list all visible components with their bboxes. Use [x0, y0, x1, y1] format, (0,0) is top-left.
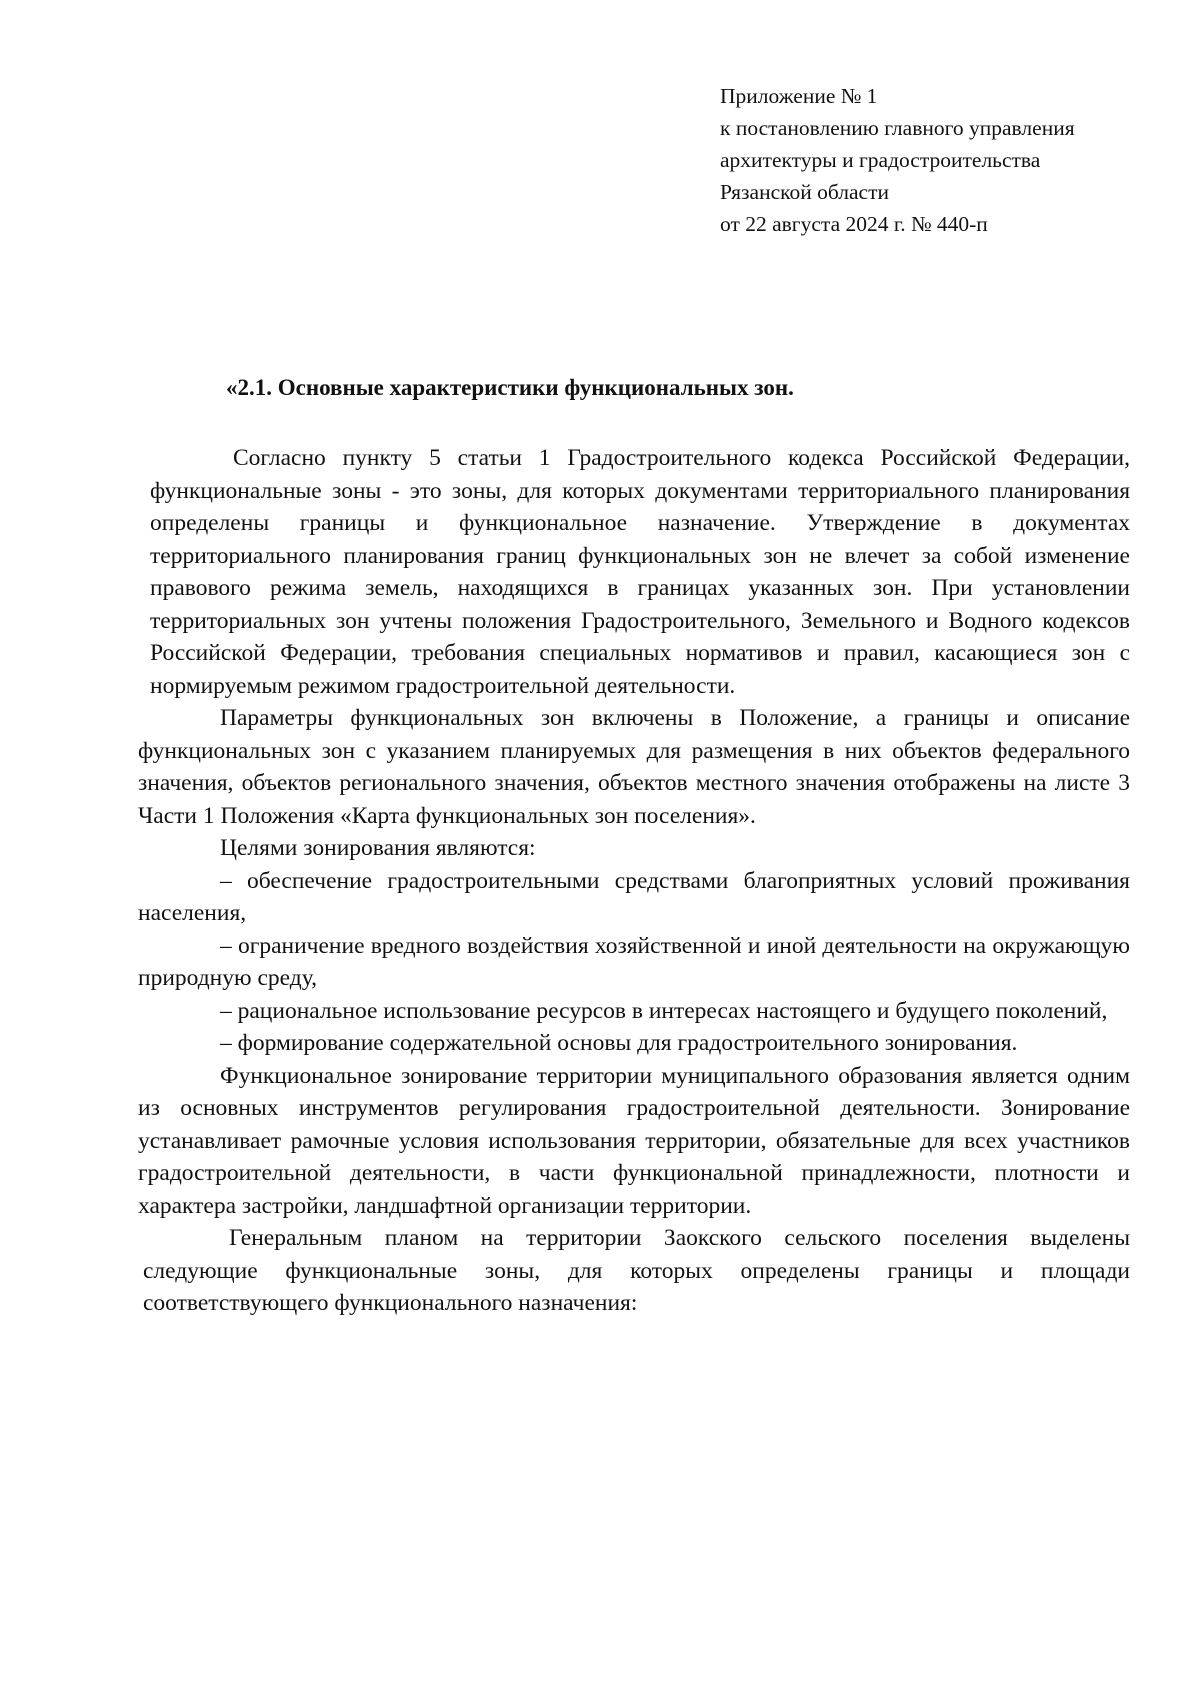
appendix-line: от 22 августа 2024 г. № 440-п: [720, 212, 988, 236]
appendix-block: [720, 80, 1160, 240]
paragraph-goals-intro: Целями зонирования являются:: [220, 835, 536, 861]
appendix-line: Приложение № 1: [720, 84, 878, 108]
appendix-line: к постановлению главного управления: [720, 116, 1075, 140]
paragraph-general-plan: Генеральным планом на территории Заокского сельского поселения выделены следующие функциональные зоны, для которых определены границы и площади соответствующего функционального назначения:: [143, 1225, 1130, 1316]
appendix-line: Рязанской области: [720, 180, 889, 204]
paragraph-legal-definition: Согласно пункту 5 статьи 1 Градостроительного кодекса Российской Федерации, функциональные зоны - это зоны, для которых документами территориального планирования определены границы и функциональное назначение. Утверждение в документах территориального планирования границ функциональных зон не влечет за собой изменение правового режима земель, находящихся в границах указанных зон. При установлении территориальных зон учтены положения Градостроительного, Земельного и Водного кодексов Российской Федерации, требования специальных нормативов и правил, касающиеся зон с нормируемым режимом градостроительной деятельности.: [150, 445, 1130, 699]
appendix-line: архитектуры и градостроительства: [720, 148, 1041, 172]
paragraph-parameters: Параметры функциональных зон включены в Положение, а границы и описание функциональных зон с указанием планируемых для размещения в них объектов федерального значения, объектов регионального значения, объектов местного значения отображены на листе 3 Части 1 Положения «Карта функциональных зон поселения».: [138, 705, 1130, 829]
list-item-goal: – рациональное использование ресурсов в интересах настоящего и будущего поколений,: [220, 997, 1108, 1024]
section-heading: «2.1. Основные характеристики функциональных зон.: [226, 375, 794, 400]
list-item-goal: – обеспечение градостроительными средствами благоприятных условий проживания населения,: [138, 867, 1130, 926]
list-item-goal: – ограничение вредного воздействия хозяйственной и иной деятельности на окружающую природную среду,: [138, 932, 1130, 991]
document-body: [0, 442, 1200, 1320]
paragraph-zoning-role: Функциональное зонирование территории муниципального образования является одним из основных инструментов регулирования градостроительной деятельности. Зонирование устанавливает рамочные условия использования территории, обязательные для всех участников градостроительной деятельности, в части функциональной принадлежности, плотности и характера застройки, ландшафтной организации территории.: [138, 1062, 1130, 1219]
list-item-goal: – формирование содержательной основы для градостроительного зонирования.: [220, 1030, 1018, 1056]
